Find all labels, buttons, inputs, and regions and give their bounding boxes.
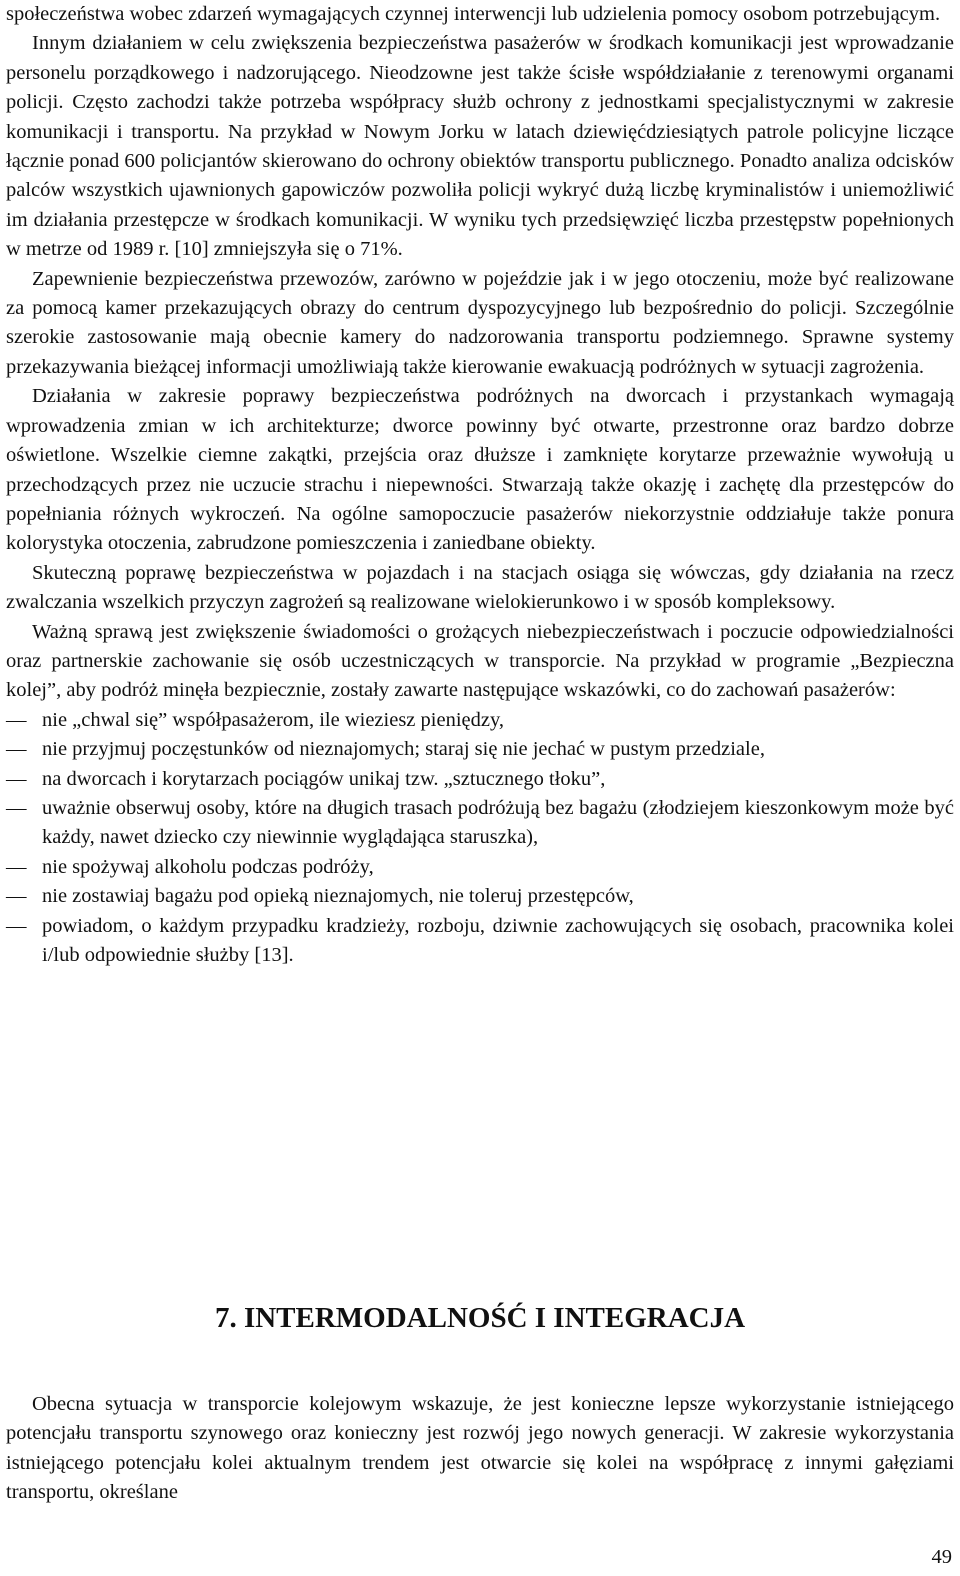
paragraph-security-personnel: Innym działaniem w celu zwiększenia bezpieczeństwa pasażerów w środkach komunikacji jest wprowadzanie personelu porządkowego i nadzorującego. Nieodzowne jest także ścisłe współdziałanie z terenowymi organami policji. Często zachodzi także potrzeba współpracy służb ochrony z jednostkami specjalistycznymi w zakresie komunikacji i transportu. Na przykład w Nowym Jorku w latach dziewięćdziesiątych patrole policyjne liczące łącznie ponad 600 policjantów skierowano do ochrony obiektów transportu publicznego. Ponadto analiza odcisków palców wszystkich ujawnionych gapowiczów pozwoliła policji wykryć dużą liczbę kryminalistów i uniemożliwić im działania przestępcze w środkach komunikacji. W wyniku tych przedsięwzięć liczba przestępstw popełnionych w metrze od 1989 r. [10] zmniejszyła się o 71%. <box>6 32 954 261</box>
list-item <box>6 735 954 764</box>
paragraph-continued: społeczeństwa wobec zdarzeń wymagających czynnej interwencji lub udzielenia pomocy osobom potrzebującym. <box>6 3 941 25</box>
paragraph-intermodality: Obecna sytuacja w transporcie kolejowym wskazuje, że jest konieczne lepsze wykorzystanie istniejącego potencjału transportu szynowego oraz konieczny jest rozwój jego nowych generacji. W zakresie wykorzystania istniejącego potencjału kolei aktualnym trendem jest otwarcie się kolei na współpracę z innymi gałęziami transportu, określane <box>6 1393 954 1504</box>
list-item-text: nie spożywaj alkoholu podczas podróży, <box>42 855 374 878</box>
body-text-upper <box>6 0 954 970</box>
section-heading: 7. INTERMODALNOŚĆ I INTEGRACJA <box>214 1302 746 1334</box>
list-dash: — <box>6 855 27 878</box>
paragraph-cameras: Zapewnienie bezpieczeństwa przewozów, zarówno w pojeździe jak i w jego otoczeniu, może być realizowane za pomocą kamer przekazujących obrazy do centrum dyspozycyjnego lub bezpośrednio do policji. Szczególnie szerokie zastosowanie mają obecnie kamery do nadzorowania transportu podziemnego. Sprawne systemy przekazywania bieżącej informacji umożliwiają także kierowanie ewakuacją podróżnych w sytuacji zagrożenia. <box>6 267 954 378</box>
list-item <box>6 794 954 853</box>
list-item-text: powiadom, o każdym przypadku kradzieży, rozboju, dziwnie zachowujących się osobach, pracownika kolei i/lub odpowiednie służby [13]. <box>42 914 954 966</box>
list-dash: — <box>6 767 27 790</box>
list-dash: — <box>6 738 27 761</box>
list-item <box>6 853 954 882</box>
list-dash: — <box>6 796 27 819</box>
list-item <box>6 912 954 971</box>
page-number: 49 <box>931 1546 952 1568</box>
list-item-text: na dworcach i korytarzach pociągów unikaj tzw. „sztucznego tłoku”, <box>42 767 606 790</box>
paragraph-awareness: Ważną sprawą jest zwiększenie świadomości o grożących niebezpieczeństwach i poczucie odpowiedzialności oraz partnerskie zachowanie się osób uczestniczących w transporcie. Na przykład w programie „Bezpieczna kolej”, aby podróż minęła bezpiecznie, zostały zawarte następujące wskazówki, co do zachowań pasażerów: <box>6 620 954 702</box>
safety-tips-list <box>6 706 954 971</box>
list-dash: — <box>6 885 27 908</box>
list-dash: — <box>6 708 27 731</box>
list-item <box>6 765 954 794</box>
list-item <box>6 882 954 911</box>
paragraph-comprehensive-actions: Skuteczną poprawę bezpieczeństwa w pojazdach i na stacjach osiąga się wówczas, gdy działania na rzecz zwalczania wszelkich przyczyn zagrożeń są realizowane wielokierunkowo i w sposób kompleksowy. <box>6 561 954 614</box>
list-item <box>6 706 954 735</box>
list-item-text: nie „chwal się” współpasażerom, ile wieziesz pieniędzy, <box>42 708 505 731</box>
list-item-text: nie przyjmuj poczęstunków od nieznajomych; staraj się nie jechać w pustym przedziale, <box>42 738 765 761</box>
list-item-text: nie zostawiaj bagażu pod opieką nieznajomych, nie toleruj przestępców, <box>42 885 634 908</box>
list-dash: — <box>6 914 27 937</box>
body-text-lower <box>6 1390 954 1508</box>
list-item-text: uważnie obserwuj osoby, które na długich trasach podróżują bez bagażu (złodziejem kieszonkowym może być każdy, nawet dziecko czy niewinnie wyglądająca staruszka), <box>42 796 954 849</box>
paragraph-stations-architecture: Działania w zakresie poprawy bezpieczeństwa podróżnych na dworcach i przystankach wymagają wprowadzenia zmian w ich architekturze; dworce powinny być otwarte, przestronne oraz bardzo dobrze oświetlone. Wszelkie ciemne zakątki, przejścia oraz dłuższe i zamknięte korytarze przeważnie wywołują u przechodzących przez nie uczucie strachu i niepewności. Stwarzają także okazję i zachętę dla przestępców do popełniania różnych wykroczeń. Na ogólne samopoczucie pasażerów niekorzystnie oddziałuje także ponura kolorystyka otoczenia, zabrudzone pomieszczenia i zaniedbane obiekty. <box>6 385 954 555</box>
